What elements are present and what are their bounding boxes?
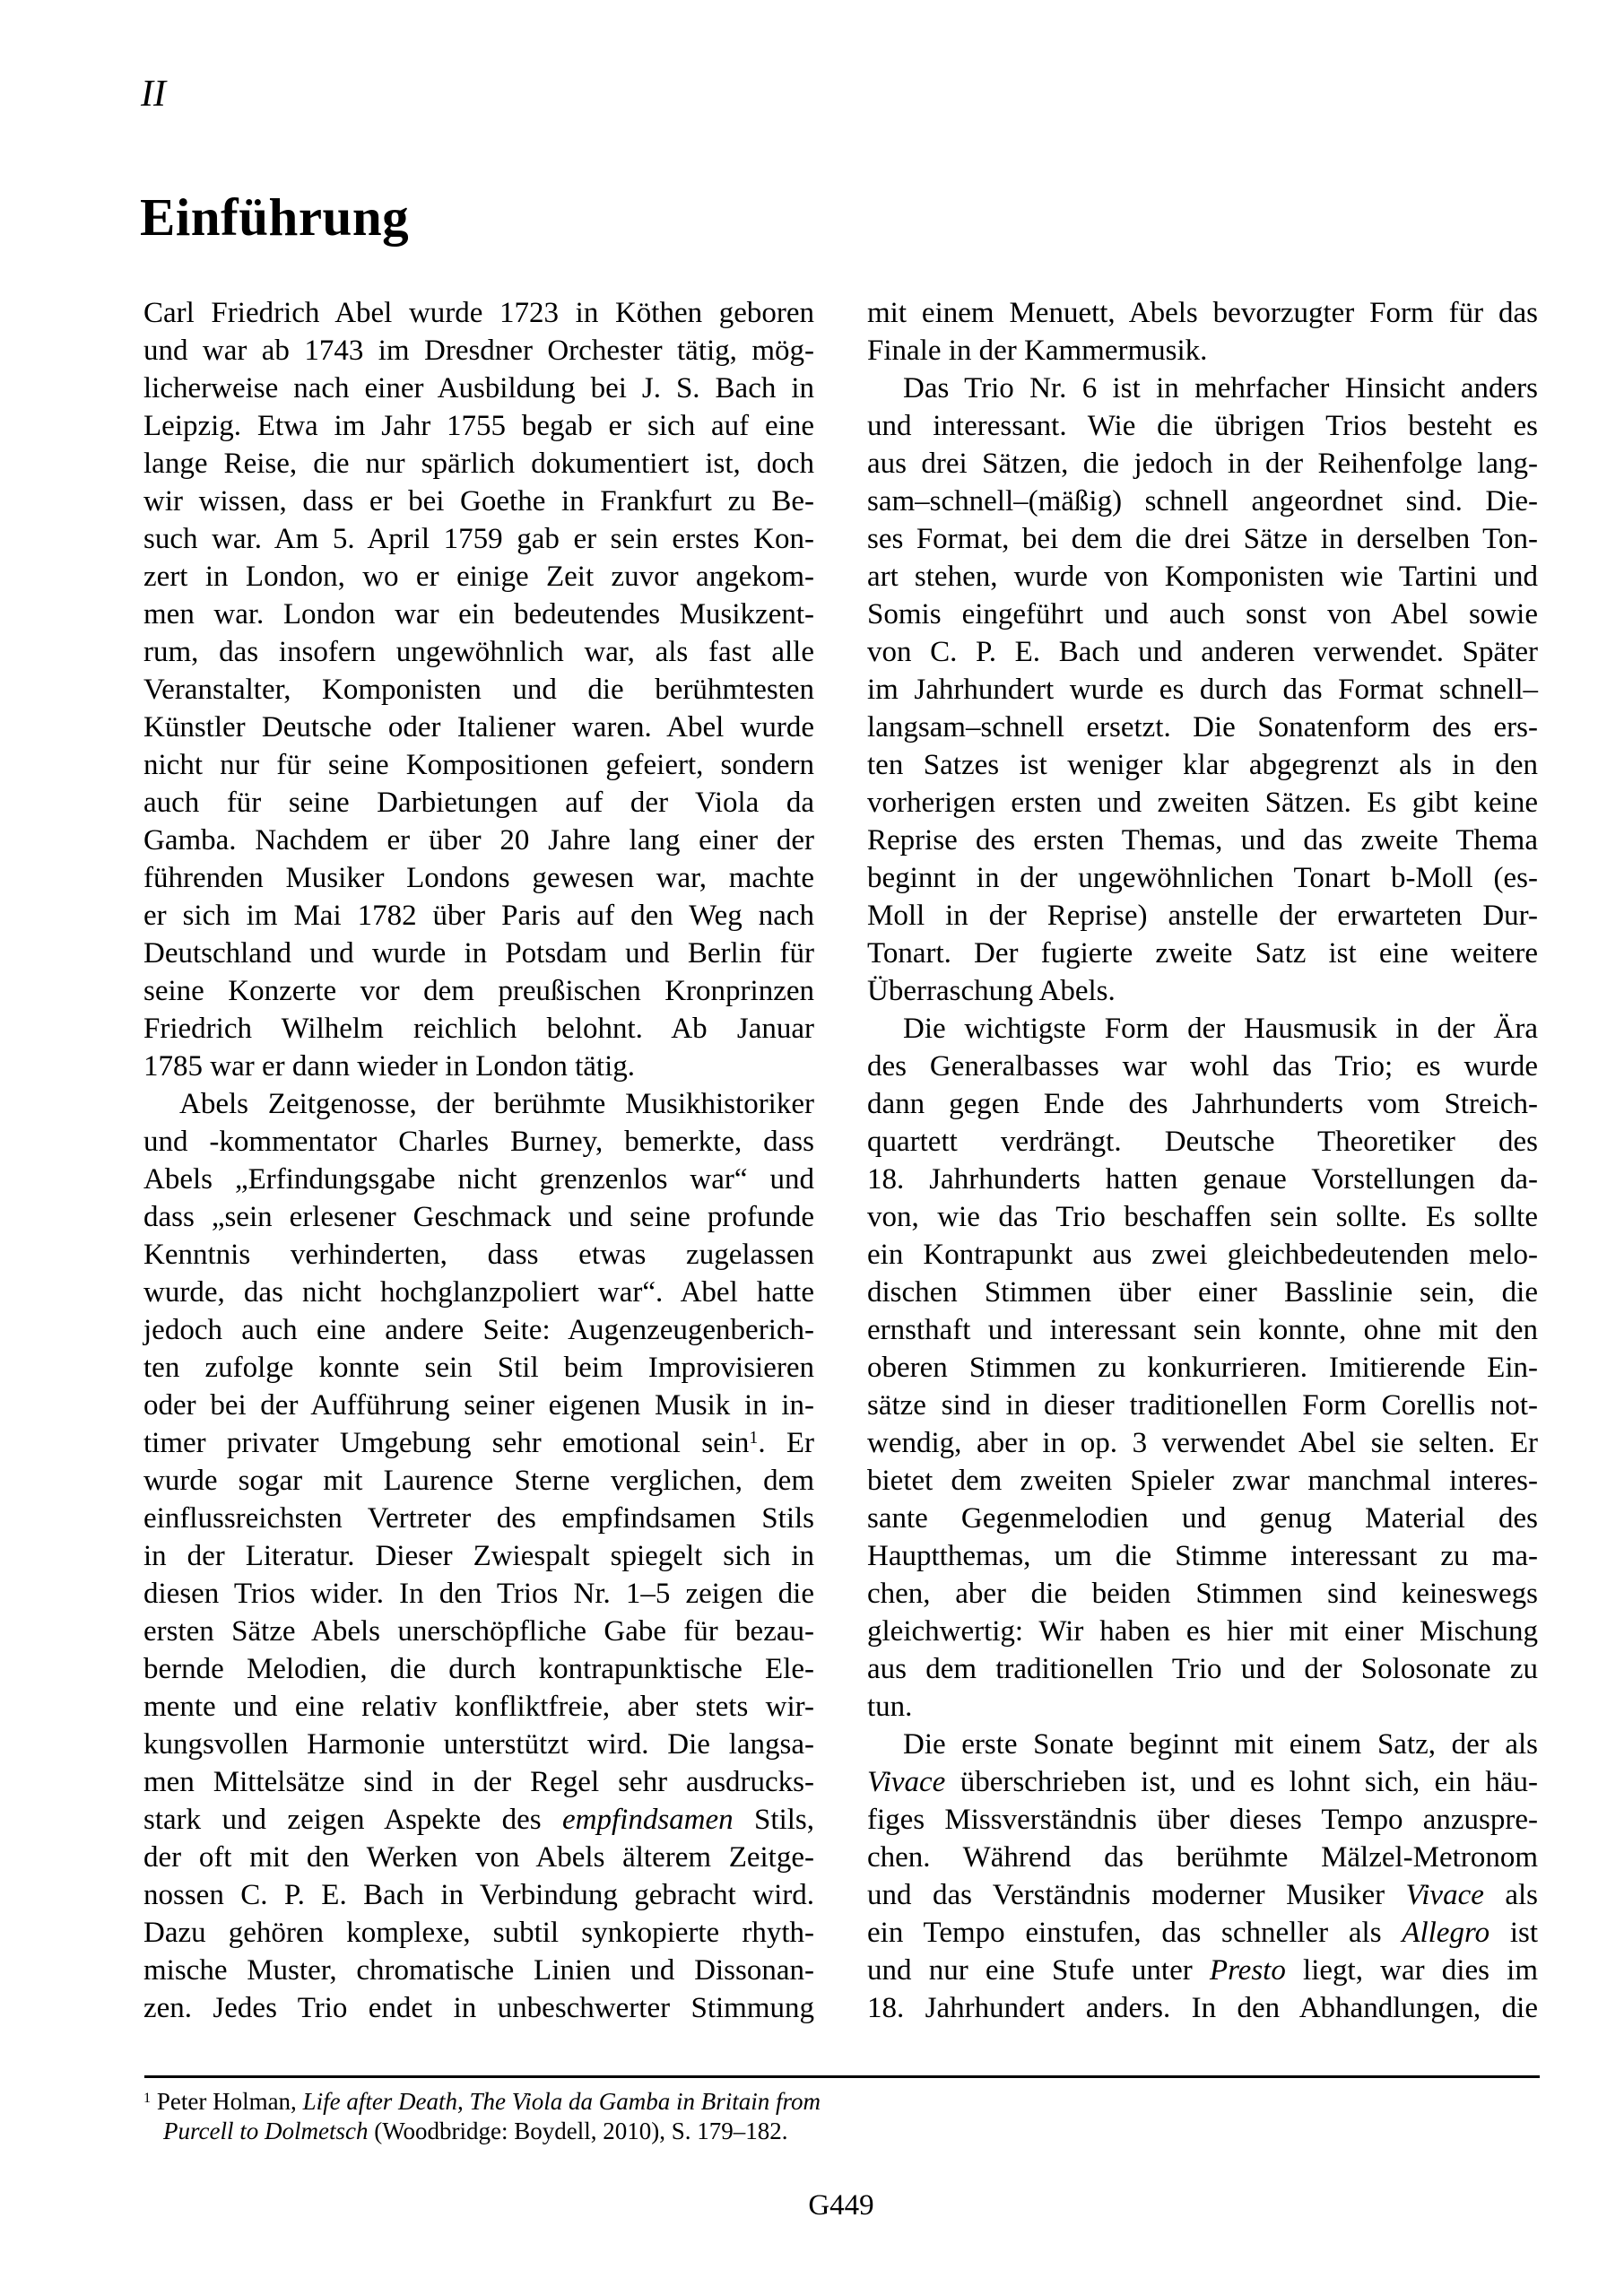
text-line: mische Muster, chromatische Linien und Dissonan-	[143, 1954, 814, 1987]
text-line: Gamba. Nachdem er über 20 Jahre lang einer der	[143, 824, 814, 857]
text-line: Dazu gehören komplexe, subtil synkopierte rhyth-	[143, 1917, 814, 1949]
text-line: stark und zeigen Aspekte des empfindsamen Stils,	[143, 1804, 814, 1836]
paragraph	[867, 294, 1538, 370]
paragraph	[867, 1726, 1538, 2027]
text-line: mit einem Menuett, Abels bevorzugter Form für das	[867, 297, 1538, 329]
text-line: langsam–schnell ersetzt. Die Sonatenform des ers-	[867, 711, 1538, 744]
text-line: dann gegen Ende des Jahrhunderts vom Streich-	[867, 1088, 1538, 1120]
text-line: licherweise nach einer Ausbildung bei J. S. Bach in	[143, 372, 814, 404]
text-line: von, wie das Trio beschaffen sein sollte. Es sollte	[867, 1201, 1538, 1233]
text-line: jedoch auch eine andere Seite: Augenzeugenberich-	[143, 1314, 814, 1346]
text-line: von C. P. E. Bach und anderen verwendet. Später	[867, 636, 1538, 668]
text-line: 1785 war er dann wieder in London tätig.	[143, 1050, 636, 1083]
text-line: beginnt in der ungewöhnlichen Tonart b-Moll (es-	[867, 862, 1538, 894]
text-line: einflussreichsten Vertreter des empfindsamen Stils	[143, 1502, 814, 1535]
catalog-number: G449	[808, 2189, 874, 2222]
text-line: ein Kontrapunkt aus zwei gleichbedeutenden melo-	[867, 1239, 1538, 1271]
text-line: Deutschland und wurde in Potsdam und Berlin für	[143, 937, 814, 970]
text-line: seine Konzerte vor dem preußischen Kronprinzen	[143, 975, 814, 1007]
paragraph	[143, 294, 814, 1085]
left-column	[143, 294, 814, 2027]
text-line: ersten Sätze Abels unerschöpfliche Gabe für bezau-	[143, 1615, 814, 1648]
text-line: und -kommentator Charles Burney, bemerkte, dass	[143, 1126, 814, 1158]
text-line: bietet dem zweiten Spieler zwar manchmal interes-	[867, 1465, 1538, 1497]
text-line: chen. Während das berühmte Mälzel-Metronom	[867, 1841, 1538, 1874]
text-line: zert in London, wo er einige Zeit zuvor angekom-	[143, 561, 814, 593]
page-number: II	[141, 74, 166, 115]
text-line: lange Reise, die nur spärlich dokumentiert ist, doch	[143, 448, 814, 480]
text-line: ein Tempo einstufen, das schneller als Allegro ist	[867, 1917, 1538, 1949]
text-line: such war. Am 5. April 1759 gab er sein erstes Kon-	[143, 523, 814, 555]
text-line: Tonart. Der fugierte zweite Satz ist eine weitere	[867, 937, 1538, 970]
text-line: 18. Jahrhunderts hatten genaue Vorstellungen da-	[867, 1163, 1538, 1196]
text-line: Friedrich Wilhelm reichlich belohnt. Ab Januar	[143, 1013, 814, 1045]
text-line: auch für seine Darbietungen auf der Viola da	[143, 787, 814, 819]
text-line: Künstler Deutsche oder Italiener waren. Abel wurde	[143, 711, 814, 744]
text-line: Abels „Erfindungsgabe nicht grenzenlos war“ und	[143, 1163, 814, 1196]
text-line: sante Gegenmelodien und genug Material des	[867, 1502, 1538, 1535]
text-line: der oft mit den Werken von Abels älterem Zeitge-	[143, 1841, 814, 1874]
text-line: und interessant. Wie die übrigen Trios besteht es	[867, 410, 1538, 442]
text-line: und das Verständnis moderner Musiker Vivace als	[867, 1879, 1538, 1911]
text-line: 18. Jahrhundert anders. In den Abhandlungen, die	[867, 1992, 1538, 2024]
text-line: im Jahrhundert wurde es durch das Format schnell–	[867, 674, 1538, 706]
text-line: dass „sein erlesener Geschmack und seine profunde	[143, 1201, 814, 1233]
text-line: er sich im Mai 1782 über Paris auf den Weg nach	[143, 900, 814, 932]
text-line: in der Literatur. Dieser Zwiespalt spiegelt sich in	[143, 1540, 814, 1572]
text-line: vorherigen ersten und zweiten Sätzen. Es gibt keine	[867, 787, 1538, 819]
text-line: nossen C. P. E. Bach in Verbindung gebracht wird.	[143, 1879, 814, 1911]
text-line: ten zufolge konnte sein Stil beim Improvisieren	[143, 1352, 814, 1384]
text-line: gleichwertig: Wir haben es hier mit einer Mischung	[867, 1615, 1538, 1648]
text-line: diesen Trios wider. In den Trios Nr. 1–5 zeigen die	[143, 1578, 814, 1610]
paragraph	[867, 370, 1538, 1010]
footnote-separator-rule	[144, 2075, 1540, 2078]
text-line: oberen Stimmen zu konkurrieren. Imitierende Ein-	[867, 1352, 1538, 1384]
footnote	[143, 2087, 861, 2146]
text-line: Das Trio Nr. 6 ist in mehrfacher Hinsicht anders	[903, 372, 1538, 404]
text-line: kungsvollen Harmonie unterstützt wird. Die langsa-	[143, 1728, 814, 1761]
text-line: ses Format, bei dem die drei Sätze in derselben Ton-	[867, 523, 1538, 555]
text-line: aus dem traditionellen Trio und der Solosonate zu	[867, 1653, 1538, 1685]
text-line: wir wissen, dass er bei Goethe in Frankfurt zu Be-	[143, 485, 814, 517]
text-line: wendig, aber in op. 3 verwendet Abel sie selten. Er	[867, 1427, 1538, 1459]
text-line: zen. Jedes Trio endet in unbeschwerter Stimmung	[143, 1992, 814, 2024]
text-line: Abels Zeitgenosse, der berühmte Musikhistoriker	[179, 1088, 814, 1120]
text-line: wurde, das nicht hochglanzpoliert war“. Abel hatte	[143, 1276, 814, 1309]
text-line: ten Satzes ist weniger klar abgegrenzt als in den	[867, 749, 1538, 781]
text-line: Die erste Sonate beginnt mit einem Satz, der als	[903, 1728, 1538, 1761]
text-line: oder bei der Aufführung seiner eigenen Musik in in-	[143, 1389, 814, 1422]
text-line: Vivace überschrieben ist, und es lohnt sich, ein häu-	[867, 1766, 1538, 1798]
text-line: Leipzig. Etwa im Jahr 1755 begab er sich auf eine	[143, 410, 814, 442]
text-line: dischen Stimmen über einer Basslinie sein, die	[867, 1276, 1538, 1309]
text-line: chen, aber die beiden Stimmen sind keineswegs	[867, 1578, 1538, 1610]
paragraph	[867, 1010, 1538, 1726]
text-line: rum, das insofern ungewöhnlich war, als fast alle	[143, 636, 814, 668]
text-line: men Mittelsätze sind in der Regel sehr ausdrucks-	[143, 1766, 814, 1798]
text-line: führenden Musiker Londons gewesen war, machte	[143, 862, 814, 894]
text-line: Reprise des ersten Themas, und das zweite Thema	[867, 824, 1538, 857]
text-line: Die wichtigste Form der Hausmusik in der Ära	[903, 1013, 1538, 1045]
text-line: Veranstalter, Komponisten und die berühmtesten	[143, 674, 814, 706]
text-line: men war. London war ein bedeutendes Musikzent-	[143, 598, 814, 631]
text-columns	[143, 294, 1538, 2027]
text-line: aus drei Sätzen, die jedoch in der Reihenfolge lang-	[867, 448, 1538, 480]
text-line: und nur eine Stufe unter Presto liegt, war dies im	[867, 1954, 1538, 1987]
text-line: quartett verdrängt. Deutsche Theoretiker des	[867, 1126, 1538, 1158]
text-line: Carl Friedrich Abel wurde 1723 in Köthen geboren	[143, 297, 814, 329]
text-line: art stehen, wurde von Komponisten wie Tartini und	[867, 561, 1538, 593]
paragraph	[143, 1085, 814, 2027]
text-line: Somis eingeführt und auch sonst von Abel sowie	[867, 598, 1538, 631]
text-line: timer privater Umgebung sehr emotional sein$^1$. Er	[143, 1427, 814, 1459]
footnote-line: $^1$ Peter Holman, Life after Death, The Viola da Gamba in Britain from	[143, 2088, 821, 2115]
right-column	[867, 294, 1538, 2027]
text-line: Finale in der Kammermusik.	[867, 335, 1208, 367]
text-line: sam–schnell–(mäßig) schnell angeordnet sind. Die-	[867, 485, 1538, 517]
text-line: Überraschung Abels.	[867, 975, 1116, 1007]
text-line: Moll in der Reprise) anstelle der erwarteten Dur-	[867, 900, 1538, 932]
text-line: Kenntnis verhinderten, dass etwas zugelassen	[143, 1239, 814, 1271]
text-line: mente und eine relativ konfliktfreie, aber stets wir-	[143, 1691, 814, 1723]
text-line: Hauptthemas, um die Stimme interessant zu ma-	[867, 1540, 1538, 1572]
text-line: und war ab 1743 im Dresdner Orchester tätig, mög-	[143, 335, 814, 367]
text-line: wurde sogar mit Laurence Sterne verglichen, dem	[143, 1465, 814, 1497]
text-line: des Generalbasses war wohl das Trio; es wurde	[867, 1050, 1538, 1083]
text-line: bernde Melodien, die durch kontrapunktische Ele-	[143, 1653, 814, 1685]
text-line: tun.	[867, 1691, 913, 1723]
footnote-line: Purcell to Dolmetsch (Woodbridge: Boydell, 2010), S. 179–182.	[163, 2118, 788, 2144]
text-line: figes Missverständnis über dieses Tempo anzuspre-	[867, 1804, 1538, 1836]
text-line: sätze sind in dieser traditionellen Form Corellis not-	[867, 1389, 1538, 1422]
text-line: ernsthaft und interessant sein konnte, ohne mit den	[867, 1314, 1538, 1346]
text-line: nicht nur für seine Kompositionen gefeiert, sondern	[143, 749, 814, 781]
page-title: Einführung	[140, 187, 410, 247]
